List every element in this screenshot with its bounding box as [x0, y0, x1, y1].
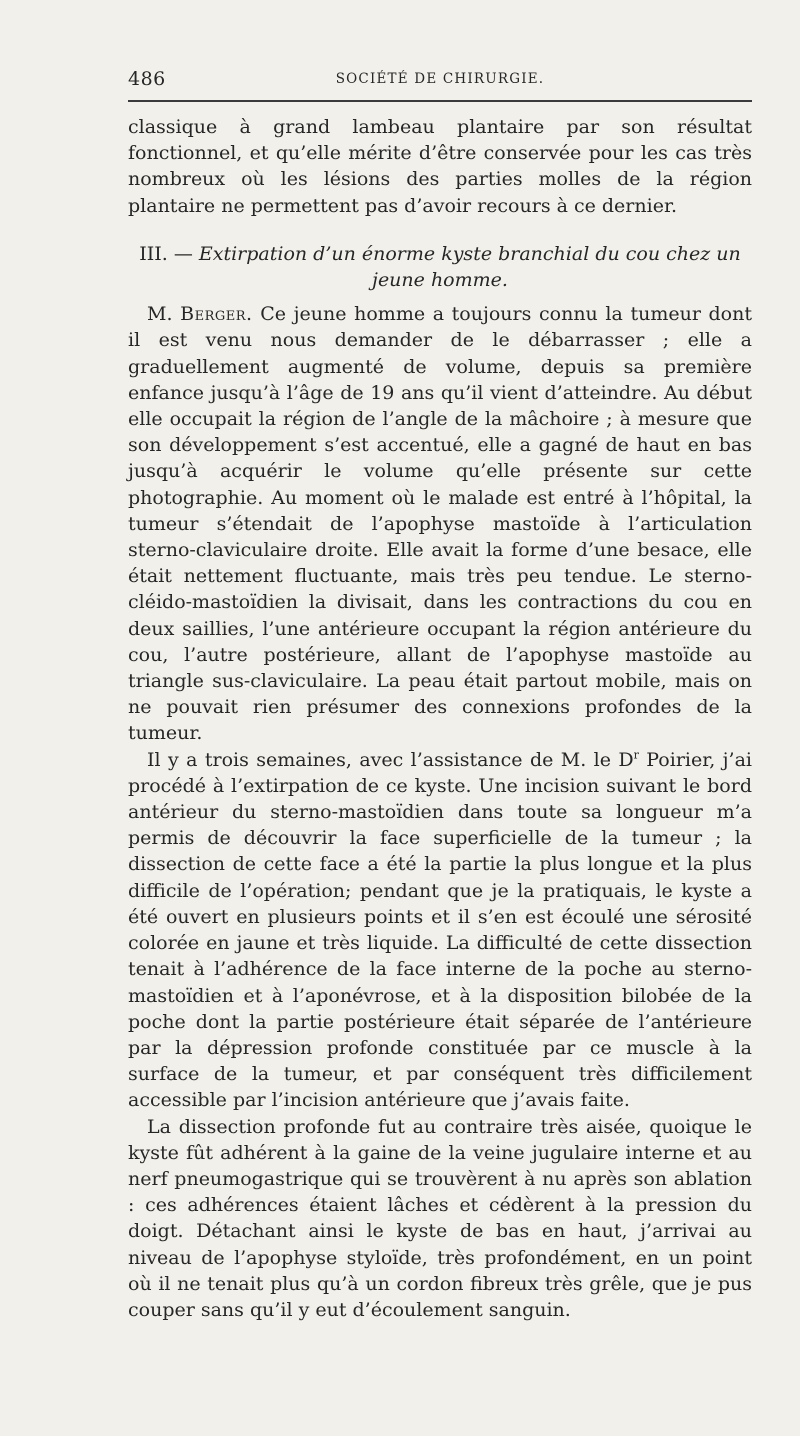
speaker-title: M.: [147, 303, 173, 326]
paragraph-3: La dissection profonde fut au contraire très aisée, quoique le kyste fût adhérent à la gaine de la veine jugulaire interne et au nerf pneumogastrique qui se trouvèrent à nu après son ablation : ces adhérences étaient lâches et cédèrent à la pression du doigt. Détachant ainsi le kyste de bas en haut, j’arrivai au niveau de l’apophyse styloïde, très profondément, en un point où il ne tenait plus qu’à un cordon fibreux très grêle, que je pus couper sans qu’il y eut d’écoulement sanguin.: [128, 1115, 752, 1321]
section-number: III. —: [139, 242, 193, 265]
running-head: [128, 68, 752, 96]
header-rule: [128, 100, 752, 102]
running-title: SOCIÉTÉ DE CHIRURGIE.: [335, 71, 545, 87]
paragraph-2-text-b: Poirier, j’ai procédé à l’extirpation de ce kyste. Une incision suivant le bord antérieur du sterno-mastoïdien dans toute sa longueur m’a permis de découvrir la face superficielle de la tumeur ; la dissection de cette face a été la partie la plus longue et la plus difficile de l’opération; pendant que je la pratiquais, le kyste a été ouvert en plusieurs points et il s’en est écoulé une sérosité colorée en jaune et très liquide. La difficulté de cette dissection tenait à l’adhérence de la face interne de la poche au sterno-mastoïdien et à l’aponévrose, et à la disposition bilobée de la poche dont la partie postérieure était séparée de l’antérieure par la dépression profonde constituée par ce muscle à la surface de la tumeur, et par conséquent très difficilement accessible par l’incision antérieure que j’avais faite.: [128, 748, 753, 1112]
speaker-name: Berger.: [180, 303, 253, 326]
doctor-superscript: r: [633, 748, 639, 762]
body-text: [128, 114, 752, 1323]
paragraph-1-text: Ce jeune homme a toujours connu la tumeur dont il est venu nous demander de le débarrasser ; elle a graduellement augmenté de volume, depuis sa première enfance jusqu’à l’âge de 19 ans qu’il vient d’atteindre. Au début elle occupait la région de l’angle de la mâchoire ; à mesure que son développement s’est accentué, elle a gagné de haut en bas jusqu’à acquérir le volume qu’elle présente sur cette photographie. Au moment où le malade est entré à l’hôpital, la tumeur s’étendait de l’apophyse mastoïde à l’articulation sterno-claviculaire droite. Elle avait la forme d’une besace, elle était nettement fluctuante, mais très peu tendue. Le sterno-cléido-mastoïdien la divisait, dans les contractions du cou en deux saillies, l’une antérieure occupant la région antérieure du cou, l’autre postérieure, allant de l’apophyse mastoïde au triangle sus-claviculaire. La peau était partout mobile, mais on ne pouvait rien présumer des connexions profondes de la tumeur.: [128, 303, 752, 745]
section-heading: [128, 241, 752, 293]
section-title: Extirpation d’un énorme kyste branchial du cou chez un jeune homme.: [198, 242, 741, 292]
paragraph-1: [128, 301, 752, 746]
continued-paragraph: classique à grand lambeau plantaire par son résultat fonctionnel, et qu’elle mérite d’être conservée pour les cas très nombreux où les lésions des parties molles de la région plantaire ne permettent pas d’avoir recours à ce dernier.: [128, 116, 752, 217]
paragraph-2-text-a: Il y a trois semaines, avec l’assistance de M. le D: [147, 748, 634, 771]
paragraph-2: [128, 747, 752, 1114]
page-number: 486: [128, 68, 166, 90]
